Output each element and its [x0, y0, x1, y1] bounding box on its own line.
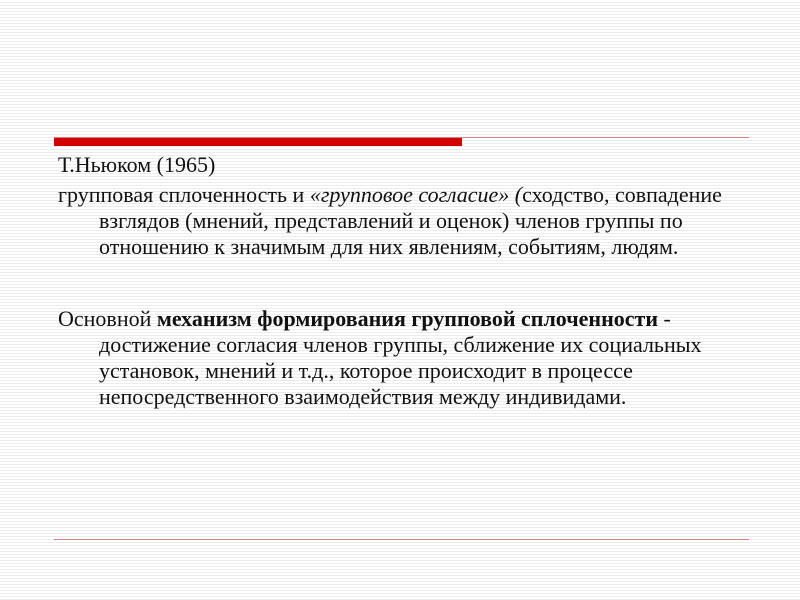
mechanism-lead: Основной: [58, 306, 157, 331]
definition-lead: групповая сплоченность и: [58, 182, 310, 207]
definition-body: сходство, совпадение взглядов (мнений, представлений и оценок) членов группы по отношению к значимым для них явлениям, событиям, людям.: [99, 182, 722, 259]
accent-line-bottom: [54, 539, 749, 540]
mechanism-term: механизм формирования групповой сплоченности: [156, 306, 664, 331]
mechanism-body: - достижение согласия членов группы, сближение их социальных установок, мнений и т.д., которое происходит в процессе непосредственного взаимодействия между индивидами.: [99, 306, 702, 409]
definition-paragraph: [58, 182, 748, 260]
accent-bar: [54, 138, 462, 146]
author-line: Т.Ньюком (1965): [58, 152, 216, 177]
definition-term: «групповое согласие» (: [309, 182, 523, 207]
slide-content: [58, 152, 748, 410]
mechanism-paragraph: [58, 306, 748, 410]
paragraph-gap: [58, 260, 748, 306]
